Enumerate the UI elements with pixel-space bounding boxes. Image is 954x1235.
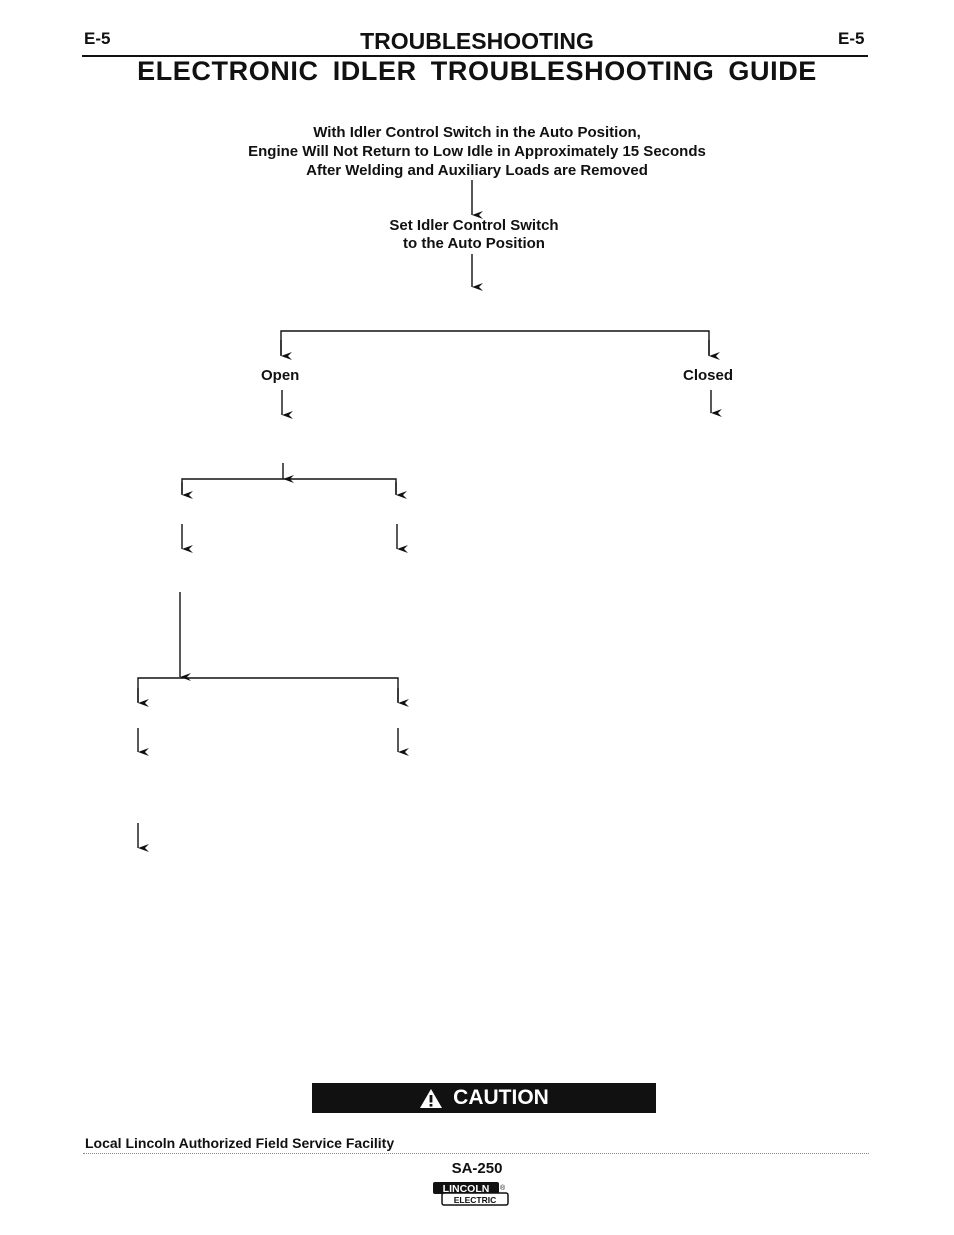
caution-banner [312, 1083, 656, 1113]
logo-text-bottom: ELECTRIC [453, 1195, 497, 1205]
model-number: SA-250 [451, 1160, 503, 1177]
problem-line: After Welding and Auxiliary Loads are Removed [306, 162, 648, 179]
page-title: ELECTRONIC IDLER TROUBLESHOOTING GUIDE [137, 56, 817, 86]
page-number-right: E-5 [838, 29, 865, 48]
split-3 [138, 678, 398, 702]
problem-line: With Idler Control Switch in the Auto Position, [313, 124, 641, 141]
problem-line: Engine Will Not Return to Low Idle in Approximately 15 Seconds [248, 143, 706, 160]
lincoln-electric-logo [432, 1180, 512, 1213]
step-line: to the Auto Position [403, 235, 545, 252]
section-title: TROUBLESHOOTING [360, 28, 594, 54]
warning-triangle-icon [419, 1088, 443, 1109]
step-set-switch [324, 217, 624, 253]
page-number-left: E-5 [84, 29, 111, 48]
branch-label-open: Open [261, 367, 300, 384]
registered-mark: ® [500, 1185, 506, 1192]
logo-text-top: LINCOLN [442, 1183, 490, 1195]
service-facility-note: Local Lincoln Authorized Field Service Facility [85, 1135, 395, 1151]
problem-statement [177, 123, 777, 180]
branch-label-closed: Closed [683, 367, 734, 384]
step-line: Set Idler Control Switch [389, 217, 559, 234]
caution-label: CAUTION [453, 1086, 549, 1109]
footer-rule [83, 1153, 869, 1154]
split-2 [182, 479, 396, 494]
split-open-closed [281, 331, 709, 355]
